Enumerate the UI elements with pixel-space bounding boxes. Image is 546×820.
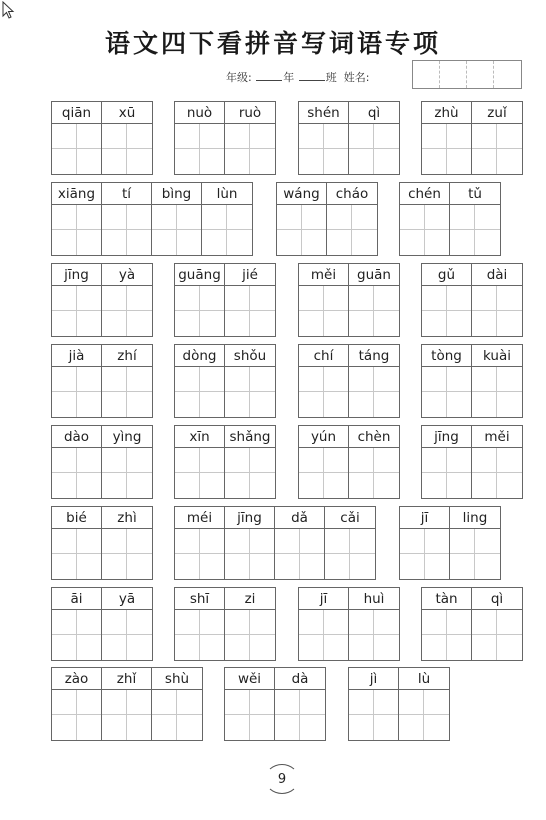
character-cell	[299, 588, 349, 660]
writing-box[interactable]	[102, 529, 152, 579]
character-cell	[52, 588, 102, 660]
character-cell	[52, 264, 102, 336]
pinyin-label: dài	[472, 264, 522, 286]
pinyin-label: jī	[400, 507, 449, 529]
writing-box[interactable]	[52, 448, 101, 498]
character-cell	[400, 507, 450, 579]
character-cell	[349, 102, 399, 174]
character-cell	[175, 264, 225, 336]
character-cell	[472, 102, 522, 174]
pinyin-label: wáng	[277, 183, 326, 205]
writing-box[interactable]	[52, 690, 101, 740]
character-cell	[299, 345, 349, 417]
pinyin-label: yìng	[102, 426, 152, 448]
pinyin-label: qiān	[52, 102, 101, 124]
character-cell	[349, 668, 399, 740]
writing-box[interactable]	[52, 205, 101, 255]
writing-box[interactable]	[175, 529, 224, 579]
pinyin-label: měi	[299, 264, 348, 286]
character-cell	[52, 102, 102, 174]
writing-box[interactable]	[52, 124, 101, 174]
character-cell	[102, 264, 152, 336]
pinyin-label: cǎi	[325, 507, 375, 529]
student-info-line	[226, 69, 369, 85]
word-group	[51, 182, 253, 256]
pinyin-label: shī	[175, 588, 224, 610]
character-cell	[52, 345, 102, 417]
pinyin-label: lùn	[202, 183, 252, 205]
writing-box[interactable]	[175, 610, 224, 660]
character-cell	[102, 507, 152, 579]
pinyin-label: zi	[225, 588, 275, 610]
word-group	[298, 425, 400, 499]
character-cell	[450, 183, 500, 255]
character-cell	[299, 102, 349, 174]
pinyin-label: dǎ	[275, 507, 324, 529]
writing-box[interactable]	[422, 286, 471, 336]
character-cell	[52, 507, 102, 579]
character-cell	[52, 668, 102, 740]
writing-box[interactable]	[472, 286, 522, 336]
pinyin-label: shǒu	[225, 345, 275, 367]
word-group	[421, 344, 523, 418]
character-cell	[175, 102, 225, 174]
writing-box[interactable]	[52, 529, 101, 579]
character-cell	[225, 668, 275, 740]
pinyin-label: dòng	[175, 345, 224, 367]
character-cell	[472, 426, 522, 498]
class-label: 班	[325, 71, 337, 84]
word-group	[298, 344, 400, 418]
character-cell	[299, 264, 349, 336]
writing-box[interactable]	[225, 124, 275, 174]
writing-box[interactable]	[472, 448, 522, 498]
pinyin-label: guāng	[175, 264, 224, 286]
word-group	[51, 344, 153, 418]
pinyin-label: xīn	[175, 426, 224, 448]
writing-box[interactable]	[472, 367, 522, 417]
pinyin-label: chén	[400, 183, 449, 205]
character-cell	[349, 426, 399, 498]
pinyin-label: kuài	[472, 345, 522, 367]
writing-box[interactable]	[422, 124, 471, 174]
writing-box[interactable]	[472, 124, 522, 174]
character-cell	[225, 507, 275, 579]
writing-box[interactable]	[472, 610, 522, 660]
pinyin-label: lù	[399, 668, 449, 690]
character-cell	[450, 507, 500, 579]
pinyin-label: měi	[472, 426, 522, 448]
word-group	[224, 667, 326, 741]
word-group	[51, 587, 153, 661]
character-cell	[422, 426, 472, 498]
word-group	[174, 587, 276, 661]
pinyin-label: tòng	[422, 345, 471, 367]
writing-box[interactable]	[399, 690, 449, 740]
writing-box[interactable]	[102, 610, 152, 660]
pinyin-label: jì	[349, 668, 398, 690]
word-group	[51, 667, 203, 741]
page-title: 语文四下看拼音写词语专项	[104, 29, 441, 58]
pinyin-label: chí	[299, 345, 348, 367]
character-cell	[349, 345, 399, 417]
pinyin-label: gǔ	[422, 264, 471, 286]
writing-box[interactable]	[400, 529, 449, 579]
word-group	[174, 344, 276, 418]
pinyin-label: yā	[102, 588, 152, 610]
pinyin-label: zhǐ	[102, 668, 151, 690]
pinyin-label: zhì	[102, 507, 152, 529]
writing-box[interactable]	[202, 205, 252, 255]
word-group	[51, 506, 153, 580]
character-cell	[225, 264, 275, 336]
pinyin-label: shǎng	[225, 426, 275, 448]
writing-box[interactable]	[349, 610, 399, 660]
grade-label: 年级:	[226, 71, 252, 84]
writing-box[interactable]	[275, 529, 324, 579]
mouse-cursor-icon	[2, 1, 16, 21]
pinyin-label: ling	[450, 507, 500, 529]
character-cell	[472, 588, 522, 660]
pinyin-label: ruò	[225, 102, 275, 124]
writing-box[interactable]	[299, 610, 348, 660]
pinyin-label: guān	[349, 264, 399, 286]
character-cell	[152, 668, 202, 740]
pinyin-label: wěi	[225, 668, 274, 690]
character-cell	[422, 588, 472, 660]
character-cell	[399, 668, 449, 740]
character-cell	[422, 102, 472, 174]
pinyin-label: āi	[52, 588, 101, 610]
character-cell	[422, 345, 472, 417]
word-group	[421, 425, 523, 499]
character-cell	[102, 183, 152, 255]
writing-box[interactable]	[450, 205, 500, 255]
pinyin-label: xū	[102, 102, 152, 124]
pinyin-label: jià	[52, 345, 101, 367]
writing-box[interactable]	[349, 367, 399, 417]
pinyin-label: qì	[349, 102, 399, 124]
character-cell	[422, 264, 472, 336]
character-cell	[52, 426, 102, 498]
pinyin-label: tàn	[422, 588, 471, 610]
writing-box[interactable]	[299, 286, 348, 336]
writing-box[interactable]	[422, 367, 471, 417]
character-cell	[175, 426, 225, 498]
pinyin-label: xiāng	[52, 183, 101, 205]
pinyin-label: chèn	[349, 426, 399, 448]
page-number: 9	[265, 764, 299, 794]
pinyin-label: jīng	[225, 507, 274, 529]
character-cell	[349, 264, 399, 336]
writing-box[interactable]	[175, 448, 224, 498]
writing-box[interactable]	[102, 367, 152, 417]
pinyin-label: tǔ	[450, 183, 500, 205]
pinyin-label: bié	[52, 507, 101, 529]
pinyin-label: nuò	[175, 102, 224, 124]
writing-box[interactable]	[102, 124, 152, 174]
pinyin-label: cháo	[327, 183, 377, 205]
pinyin-label: zhí	[102, 345, 152, 367]
pinyin-label: qì	[472, 588, 522, 610]
character-cell	[299, 426, 349, 498]
grade-blank[interactable]	[256, 71, 282, 81]
pinyin-label: shù	[152, 668, 202, 690]
pinyin-label: jī	[299, 588, 348, 610]
writing-box[interactable]	[349, 286, 399, 336]
writing-box[interactable]	[225, 529, 274, 579]
character-cell	[102, 426, 152, 498]
word-group	[298, 101, 400, 175]
pinyin-label: yún	[299, 426, 348, 448]
character-cell	[52, 183, 102, 255]
writing-box[interactable]	[299, 124, 348, 174]
character-cell	[325, 507, 375, 579]
character-cell	[349, 588, 399, 660]
writing-box[interactable]	[422, 448, 471, 498]
name-label: 姓名:	[343, 71, 370, 84]
word-group	[348, 667, 450, 741]
character-cell	[275, 507, 325, 579]
writing-box[interactable]	[102, 286, 152, 336]
word-group	[298, 263, 400, 337]
character-cell	[277, 183, 327, 255]
writing-box[interactable]	[225, 690, 274, 740]
writing-box[interactable]	[152, 205, 201, 255]
character-cell	[225, 588, 275, 660]
pinyin-label: méi	[175, 507, 224, 529]
character-cell	[327, 183, 377, 255]
writing-box[interactable]	[152, 690, 202, 740]
writing-box[interactable]	[52, 610, 101, 660]
character-cell	[225, 102, 275, 174]
word-group	[51, 263, 153, 337]
pinyin-label: tí	[102, 183, 151, 205]
pinyin-label: zào	[52, 668, 101, 690]
writing-box[interactable]	[225, 448, 275, 498]
writing-box[interactable]	[325, 529, 375, 579]
character-cell	[225, 426, 275, 498]
word-group	[174, 101, 276, 175]
character-cell	[175, 507, 225, 579]
writing-box[interactable]	[349, 690, 398, 740]
writing-box[interactable]	[175, 286, 224, 336]
name-writing-boxes[interactable]	[412, 60, 522, 89]
character-cell	[102, 345, 152, 417]
pinyin-label: bìng	[152, 183, 201, 205]
pinyin-label: dào	[52, 426, 101, 448]
word-group	[399, 506, 501, 580]
pinyin-label: táng	[349, 345, 399, 367]
pinyin-label: dà	[275, 668, 325, 690]
word-group	[174, 263, 276, 337]
character-cell	[472, 264, 522, 336]
pinyin-label: shén	[299, 102, 348, 124]
pinyin-label: jié	[225, 264, 275, 286]
year-label: 年	[283, 71, 295, 84]
pinyin-label: zhù	[422, 102, 471, 124]
writing-box[interactable]	[175, 124, 224, 174]
character-cell	[102, 588, 152, 660]
character-cell	[275, 668, 325, 740]
writing-box[interactable]	[52, 286, 101, 336]
word-group	[399, 182, 501, 256]
writing-box[interactable]	[400, 205, 449, 255]
character-cell	[225, 345, 275, 417]
writing-box[interactable]	[299, 448, 348, 498]
writing-box[interactable]	[102, 690, 151, 740]
word-group	[174, 425, 276, 499]
character-cell	[102, 668, 152, 740]
word-group	[51, 101, 153, 175]
writing-box[interactable]	[52, 367, 101, 417]
writing-box[interactable]	[450, 529, 500, 579]
writing-box[interactable]	[277, 205, 326, 255]
word-group	[51, 425, 153, 499]
writing-box[interactable]	[275, 690, 325, 740]
writing-box[interactable]	[422, 610, 471, 660]
character-cell	[102, 102, 152, 174]
pinyin-label: jīng	[52, 264, 101, 286]
word-group	[421, 101, 523, 175]
writing-box[interactable]	[349, 448, 399, 498]
writing-box[interactable]	[327, 205, 377, 255]
character-cell	[202, 183, 252, 255]
writing-box[interactable]	[349, 124, 399, 174]
character-cell	[152, 183, 202, 255]
word-group	[298, 587, 400, 661]
writing-box[interactable]	[225, 286, 275, 336]
writing-box[interactable]	[175, 367, 224, 417]
writing-box[interactable]	[102, 448, 152, 498]
class-blank[interactable]	[299, 71, 325, 81]
writing-box[interactable]	[225, 610, 275, 660]
pinyin-label: jīng	[422, 426, 471, 448]
word-group	[421, 587, 523, 661]
writing-box[interactable]	[225, 367, 275, 417]
word-group	[421, 263, 523, 337]
word-group	[174, 506, 376, 580]
writing-box[interactable]	[299, 367, 348, 417]
pinyin-label: zuǐ	[472, 102, 522, 124]
pinyin-label: huì	[349, 588, 399, 610]
character-cell	[175, 345, 225, 417]
character-cell	[472, 345, 522, 417]
word-group	[276, 182, 378, 256]
pinyin-label: yà	[102, 264, 152, 286]
writing-box[interactable]	[102, 205, 151, 255]
character-cell	[400, 183, 450, 255]
character-cell	[175, 588, 225, 660]
